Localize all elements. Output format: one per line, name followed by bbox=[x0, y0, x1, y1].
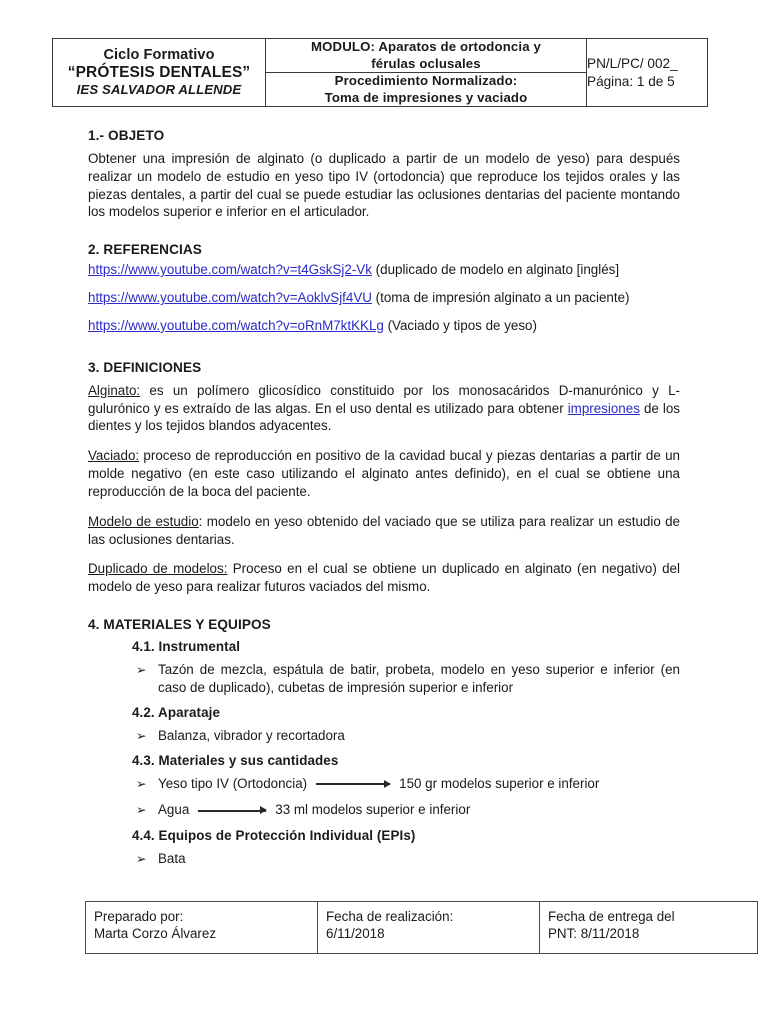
spacer bbox=[88, 233, 680, 242]
quantity-label: Agua bbox=[158, 802, 190, 818]
quantity-value: 33 ml modelos superior e inferior bbox=[275, 802, 471, 818]
reference-link-2[interactable]: https://www.youtube.com/watch?v=AoklvSjf4VU bbox=[88, 290, 372, 306]
definition-text-duplicado: Proceso en el cual se obtiene un duplicado en alginato (en negativo) del modelo de yeso para realizar futuros vaciados del mismo. bbox=[88, 561, 680, 595]
impresiones-link[interactable]: impresiones bbox=[567, 400, 640, 416]
definition-vaciado bbox=[88, 447, 680, 500]
quantity-label: Yeso tipo IV (Ortodoncia) bbox=[158, 775, 308, 791]
footer-realization-value: 6/11/2018 bbox=[326, 926, 385, 942]
document-footer-table bbox=[85, 901, 758, 954]
footer-delivery-cell bbox=[540, 902, 758, 954]
footer-prepared-cell bbox=[86, 902, 318, 954]
reference-item-1 bbox=[88, 261, 680, 279]
header-institution-cell bbox=[53, 39, 266, 107]
footer-realization-label: Fecha de realización: bbox=[326, 909, 454, 924]
definition-alginato bbox=[88, 382, 680, 435]
module-line-1: MODULO: Aparatos de ortodoncia y bbox=[311, 39, 541, 54]
document-header-table bbox=[52, 38, 708, 107]
arrow-bullet-icon: ➢ bbox=[136, 662, 147, 678]
subsection-heading-aparataje: 4.2. Aparataje bbox=[132, 704, 220, 720]
list-item-label: Tazón de mezcla, espátula de batir, probeta, modelo en yeso superior e inferior (en caso de duplicado), cubetas de impresión superior e inferior bbox=[158, 662, 680, 695]
arrow-bullet-icon: ➢ bbox=[136, 851, 147, 867]
module-line-2: férulas oclusales bbox=[371, 55, 481, 71]
procedure-line-1: Procedimiento Normalizado: bbox=[334, 73, 518, 88]
header-document-cell bbox=[587, 39, 708, 107]
footer-delivery-value: PNT: 8/11/2018 bbox=[548, 926, 640, 942]
arrow-connector-icon bbox=[198, 805, 266, 815]
list-item bbox=[88, 850, 680, 868]
arrow-bullet-icon: ➢ bbox=[136, 802, 147, 818]
definition-text-modelo-estudio: : modelo en yeso obtenido del vaciado que se utiliza para realizar un estudio de las oclusiones dentarias. bbox=[88, 513, 680, 547]
table-row bbox=[86, 902, 758, 954]
arrow-bullet-icon: ➢ bbox=[136, 727, 147, 743]
definition-term-modelo-estudio: Modelo de estudio bbox=[88, 513, 199, 529]
arrow-bullet-icon: ➢ bbox=[136, 775, 147, 791]
header-row-top bbox=[53, 39, 708, 73]
reference-note-2: (toma de impresión alginato a un paciente) bbox=[371, 290, 630, 306]
reference-note-1: (duplicado de modelo en alginato [inglés] bbox=[371, 262, 620, 278]
section-heading-definiciones: 3. DEFINICIONES bbox=[88, 359, 202, 375]
institution-line-2: “PRÓTESIS DENTALES” bbox=[67, 63, 251, 81]
definition-duplicado bbox=[88, 560, 680, 596]
quantity-value: 150 gr modelos superior e inferior bbox=[399, 775, 600, 791]
definition-text-vaciado: proceso de reproducción en positivo de la cavidad bucal y piezas dentarias a partir de un molde negativo (en este caso utilizando el alginato antes definido), en el cual se obtiene una reproducción de la boca del paciente. bbox=[88, 448, 680, 499]
list-item-label: Balanza, vibrador y recortadora bbox=[158, 727, 345, 743]
definition-term-duplicado: Duplicado de modelos: bbox=[88, 561, 228, 577]
institution-line-3: IES SALVADOR ALLENDE bbox=[76, 82, 242, 98]
footer-realization-cell bbox=[318, 902, 540, 954]
reference-item-3 bbox=[88, 317, 680, 335]
institution-line-1: Ciclo Formativo bbox=[103, 46, 215, 63]
definition-text-alginato-post: de los dientes y los tejidos blandos adyacentes. bbox=[88, 400, 680, 434]
section-heading-objeto: 1.- OBJETO bbox=[88, 128, 165, 143]
spacer bbox=[88, 608, 680, 617]
definition-modelo-estudio bbox=[88, 513, 680, 549]
subsection-heading-cantidades: 4.3. Materiales y sus cantidades bbox=[132, 752, 339, 768]
document-page-number: Página: 1 de 5 bbox=[587, 73, 675, 89]
document-code: PN/L/PC/ 002_ bbox=[587, 55, 678, 71]
definition-term-alginato: Alginato: bbox=[88, 382, 141, 398]
reference-link-3[interactable]: https://www.youtube.com/watch?v=oRnM7ktKKLg bbox=[88, 317, 384, 333]
definition-text-alginato-pre: es un polímero glicosídico constituido por los monosacáridos D-manurónico y L-gulurónico y es extraído de las algas. En el uso dental es utilizado para obtener bbox=[88, 382, 680, 416]
list-item-label: Bata bbox=[158, 851, 186, 867]
spacer bbox=[88, 345, 680, 360]
footer-prepared-label: Preparado por: bbox=[94, 909, 184, 924]
quantity-row bbox=[88, 775, 680, 793]
quantity-row bbox=[88, 801, 680, 819]
header-module-cell bbox=[266, 39, 587, 73]
list-item bbox=[88, 727, 680, 745]
section-heading-referencias: 2. REFERENCIAS bbox=[88, 242, 202, 258]
footer-prepared-value: Marta Corzo Álvarez bbox=[94, 926, 217, 942]
reference-item-2 bbox=[88, 289, 680, 307]
document-body bbox=[88, 128, 680, 876]
subsection-heading-epis: 4.4. Equipos de Protección Individual (EPIs) bbox=[132, 828, 416, 844]
reference-note-3: (Vaciado y tipos de yeso) bbox=[383, 317, 537, 333]
arrow-connector-icon bbox=[316, 778, 390, 788]
section-heading-materiales: 4. MATERIALES Y EQUIPOS bbox=[88, 617, 271, 633]
reference-link-1[interactable]: https://www.youtube.com/watch?v=t4GskSj2-Vk bbox=[88, 262, 372, 278]
header-procedure-cell bbox=[266, 73, 587, 107]
definition-term-vaciado: Vaciado: bbox=[88, 448, 140, 464]
list-item bbox=[88, 661, 680, 697]
section-body-objeto: Obtener una impresión de alginato (o duplicado a partir de un modelo de yeso) para después realizar un modelo de estudio en yeso tipo IV (ortodoncia) que reproduce los tejidos orales y las piezas dentales, a partir del cual se puede estudiar las oclusiones dentarias del paciente montando los modelos superior e inferior en el articulador. bbox=[88, 151, 680, 220]
subsection-heading-instrumental: 4.1. Instrumental bbox=[132, 639, 241, 655]
procedure-line-2: Toma de impresiones y vaciado bbox=[324, 89, 528, 105]
footer-delivery-label: Fecha de entrega del bbox=[548, 909, 675, 924]
